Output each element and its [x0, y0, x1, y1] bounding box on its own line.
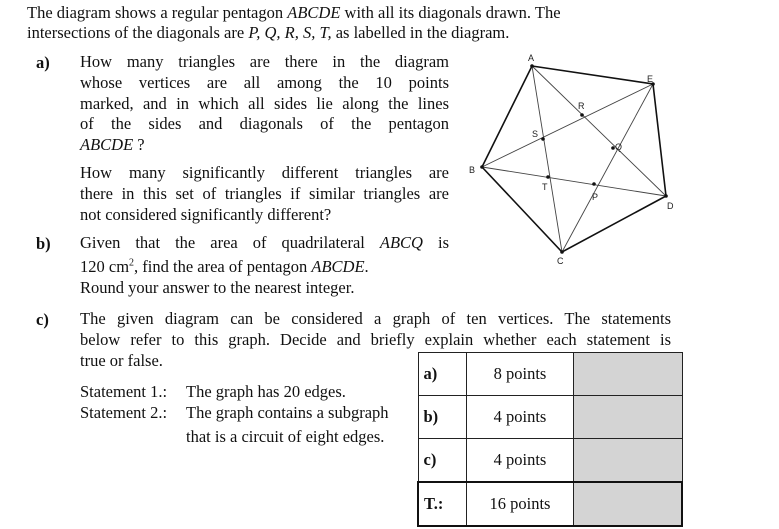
part-cell: a) [418, 353, 467, 396]
points-cell: 4 points [467, 396, 574, 439]
diagonal-BE [482, 84, 653, 167]
label-C: C [557, 256, 564, 266]
part-cell: b) [418, 396, 467, 439]
score-cell [574, 482, 683, 526]
part-b-line-1: Given that the area of quadrilateral ABCQ is [80, 233, 449, 252]
pentagon-diagonals [482, 66, 666, 252]
point-R [580, 113, 584, 117]
pentagon-diagram [462, 50, 684, 272]
diagonal-AD [532, 66, 666, 196]
part-a-q2-line: not considered significantly different? [80, 204, 332, 224]
part-a-q1-line: whose vertices are all among the 10 points [80, 72, 449, 92]
part-c-line: below refer to this graph. Decide and briefly explain whether each statement is [80, 329, 671, 349]
point-C [560, 250, 564, 254]
pentagon-outline [482, 66, 666, 252]
point-T [546, 175, 550, 179]
label-Q: Q [615, 142, 623, 152]
point-D [664, 194, 668, 198]
label-T: T [542, 182, 548, 192]
part-a-q2-line: How many significantly different triangles are [80, 163, 449, 182]
points-cell: 8 points [467, 353, 574, 396]
point-P [592, 182, 596, 186]
pentagon-sides [482, 66, 666, 252]
diagonal-BD [482, 167, 666, 196]
statement-2-text: The graph contains a subgraph [186, 403, 389, 422]
part-b-label: b) [36, 234, 51, 253]
statement-2-continuation: that is a circuit of eight edges. [186, 427, 385, 446]
table-row [418, 353, 682, 396]
part-c-line: The given diagram can be considered a graph of ten vertices. The statements [80, 309, 671, 328]
points-table [417, 352, 683, 527]
part-a-q1-line: ABCDE ? [80, 135, 145, 155]
part-a-q1-line: How many triangles are there in the diagram [80, 52, 449, 71]
score-cell [574, 396, 683, 439]
intro-line-2: intersections of the diagonals are P, Q, R, S, T, as labelled in the diagram. [27, 23, 510, 42]
table-row [418, 396, 682, 439]
part-a-label: a) [36, 53, 50, 72]
label-E: E [647, 74, 654, 84]
points-cell: 4 points [467, 439, 574, 483]
part-c-label: c) [36, 310, 49, 329]
part-b-line-2: 120 $cm^2$, find the area of pentagon ABCDE. [80, 256, 369, 276]
part-a-question-1 [80, 52, 449, 156]
part-b-question [80, 233, 449, 298]
part-a-q1-line: of the sides and diagonals of the pentagon [80, 114, 449, 134]
statement-1 [80, 382, 346, 402]
part-a-q2-line: there in this set of triangles if similar triangles are [80, 183, 449, 203]
point-A [530, 64, 534, 68]
statement-1-label: Statement 1.: [80, 382, 168, 401]
part-a-q1-line: marked, and in which all sides lie along the lines [80, 93, 449, 113]
part-cell: c) [418, 439, 467, 483]
table-row [418, 439, 682, 483]
point-B [480, 165, 484, 169]
part-a-question-2 [80, 163, 449, 225]
points-cell: 16 points [467, 482, 574, 526]
score-cell [574, 439, 683, 483]
table-row-total [418, 482, 682, 526]
statement-2-label: Statement 2.: [80, 403, 168, 422]
part-cell: T.: [418, 482, 467, 526]
part-c-line: true or false. [80, 350, 163, 370]
part-b-line-3: Round your answer to the nearest integer. [80, 277, 355, 297]
label-S: S [532, 129, 539, 139]
label-A: A [528, 53, 535, 63]
statement-2 [80, 403, 389, 423]
point-S [541, 137, 545, 141]
intro-line-1: The diagram shows a regular pentagon ABCDE with all its diagonals drawn. The [27, 3, 561, 22]
score-cell [574, 353, 683, 396]
label-R: R [578, 101, 585, 111]
label-P: P [592, 192, 599, 202]
label-D: D [667, 201, 674, 211]
statement-1-text: The graph has 20 edges. [186, 382, 346, 401]
label-B: B [469, 165, 476, 175]
vertex-points [480, 64, 668, 254]
